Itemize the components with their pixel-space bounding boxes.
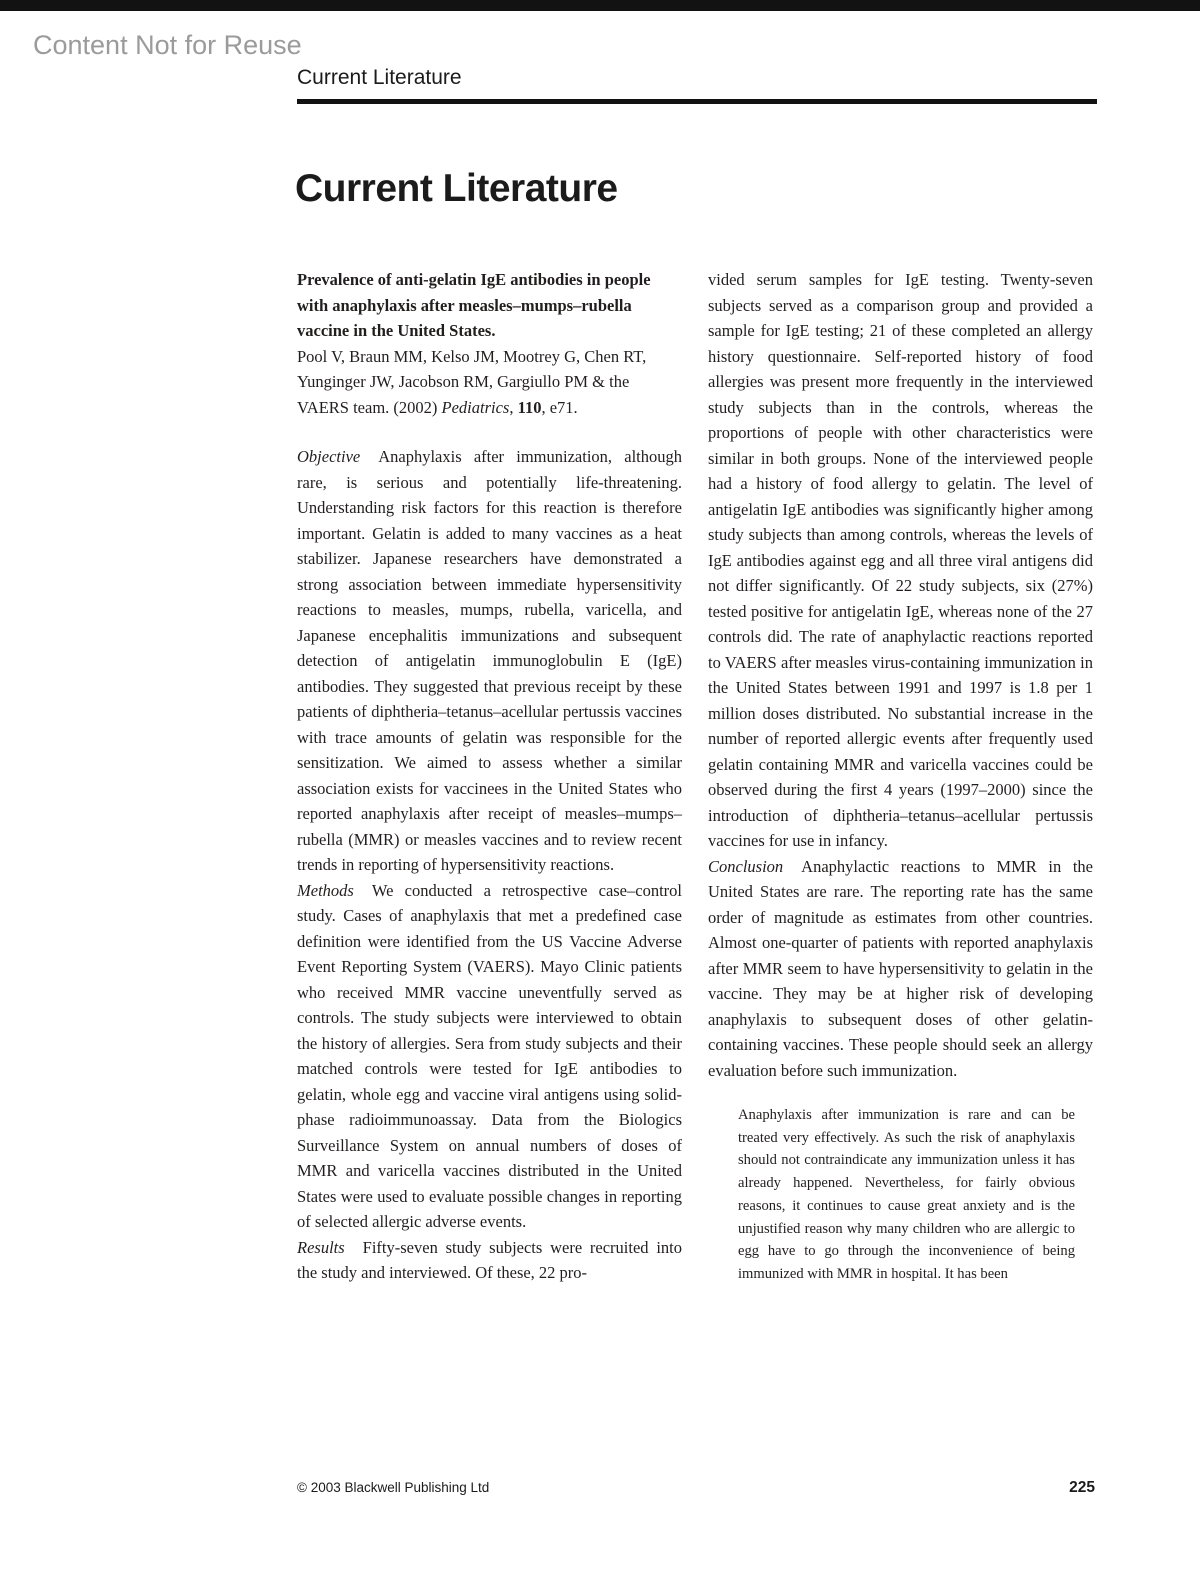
methods-label: Methods bbox=[297, 880, 354, 900]
methods-paragraph bbox=[297, 878, 682, 1235]
citation-journal: Pediatrics bbox=[441, 397, 510, 417]
objective-text: Anaphylaxis after immunization, although rare, is serious and potentially life-threatening. Understanding risk factors for this reaction is therefore important. Gelatin is added to many vaccines as a heat stabilizer. Japanese researchers have demonstrated a strong association between immediate hypersensitivity reactions to measles, mumps, rubella, varicella, and Japanese encephalitis immunizations and subsequent detection of antigelatin immunoglobulin E (IgE) antibodies. They suggested that previous receipt by these patients of diphtheria–tetanus–acellular pertussis vaccines with trace amounts of gelatin was responsible for the sensitization. We aimed to assess whether a similar association exists for vaccinees in the United States who reported anaphylaxis after receipt of measles–mumps–rubella (MMR) or measles vaccines and to review recent trends in reporting of hypersensitivity reactions. bbox=[297, 447, 682, 874]
header-rule bbox=[297, 99, 1097, 104]
citation-volume: 110 bbox=[517, 397, 542, 417]
citation-tail: , e71. bbox=[541, 397, 578, 417]
copyright-notice: © 2003 Blackwell Publishing Ltd bbox=[297, 1480, 490, 1495]
top-border-bar bbox=[0, 0, 1200, 11]
results-paragraph-continued bbox=[708, 267, 1093, 854]
watermark-text: Content Not for Reuse bbox=[33, 30, 302, 60]
objective-paragraph bbox=[297, 444, 682, 878]
methods-text: We conducted a retrospective case–control study. Cases of anaphylaxis that met a predefined case definition were identified from the US Vaccine Adverse Event Reporting System (VAERS). Mayo Clinic patients who received MMR vaccine uneventfully served as controls. The study subjects were interviewed to obtain the history of allergies. Sera from study subjects and their matched controls were tested for IgE antibodies to gelatin, whole egg and vaccine viral antigens using solid-phase radioimmunoassay. Data from the Biologics Surveillance System on annual numbers of doses of MMR and varicella vaccines distributed in the United States were used to evaluate possible changes in reporting of selected allergic adverse events. bbox=[297, 880, 682, 1231]
commentary-paragraph: Anaphylaxis after immunization is rare and can be treated very effectively. As such the risk of anaphylaxis should not contraindicate any immunization unless it has already happened. Nevertheless, for fairly obvious reasons, it continues to cause great anxiety and is the unjustified reason why many children who are allergic to egg have to go through the inconvenience of being immunized with MMR in hospital. It has been bbox=[738, 1107, 1075, 1282]
article-body bbox=[297, 267, 1094, 1286]
conclusion-text: Anaphylactic reactions to MMR in the United States are rare. The reporting rate has the same order of magnitude as estimates from other countries. Almost one-quarter of patients with reported anaphylaxis after MMR seem to have hypersensitivity to gelatin in the vaccine. They may be at higher risk of developing anaphylaxis to subsequent doses of other gelatin-containing vaccines. These people should seek an allergy evaluation before such immunization. bbox=[708, 856, 1093, 1080]
right-column bbox=[708, 267, 1093, 1286]
conclusion-label: Conclusion bbox=[708, 856, 784, 876]
results-label: Results bbox=[297, 1237, 345, 1257]
citation-separator: , bbox=[509, 397, 518, 417]
page-title: Current Literature bbox=[295, 167, 618, 210]
citation-title: Prevalence of anti-gelatin IgE antibodies in people with anaphylaxis after measles–mumps–rubella vaccine in the United States. bbox=[297, 270, 651, 340]
page-footer bbox=[297, 1479, 1095, 1497]
page-number: 225 bbox=[1069, 1479, 1095, 1496]
running-head: Current Literature bbox=[297, 66, 462, 89]
citation-authors bbox=[297, 344, 682, 421]
results-paragraph-start bbox=[297, 1235, 682, 1286]
results-text-right: vided serum samples for IgE testing. Twenty-seven subjects served as a comparison group and provided a sample for IgE testing; 21 of these completed an allergy history questionnaire. Self-reported history of food allergies was present more frequently in the interviewed study subjects than in the controls, whereas the proportions of people with other characteristics were similar in both groups. None of the interviewed people had a history of food allergy to gelatin. The level of antigelatin IgE antibodies was significantly higher among study subjects than among controls, whereas the levels of IgE antibodies against egg and all three viral antigens did not differ significantly. Of 22 study subjects, six (27%) tested positive for antigelatin IgE, whereas none of the 27 controls did. The rate of anaphylactic reactions reported to VAERS after measles virus-containing immunization in the United States between 1991 and 1997 is 1.8 per 1 million doses distributed. No substantial increase in the number of reported allergic events after frequently used gelatin containing MMR and varicella vaccines could be observed during the first 4 years (1997–2000) since the introduction of diphtheria–tetanus–acellular pertussis vaccines for use in infancy. bbox=[708, 270, 1093, 850]
left-column bbox=[297, 267, 682, 1286]
conclusion-paragraph bbox=[708, 854, 1093, 1084]
objective-label: Objective bbox=[297, 447, 361, 466]
results-text-left: Fifty-seven study subjects were recruited into the study and interviewed. Of these, 22 pro- bbox=[297, 1237, 682, 1282]
citation-authors-text: Pool V, Braun MM, Kelso JM, Mootrey G, Chen RT, Yunginger JW, Jacobson RM, Gargiullo PM & the VAERS team. (2002) bbox=[297, 346, 647, 417]
